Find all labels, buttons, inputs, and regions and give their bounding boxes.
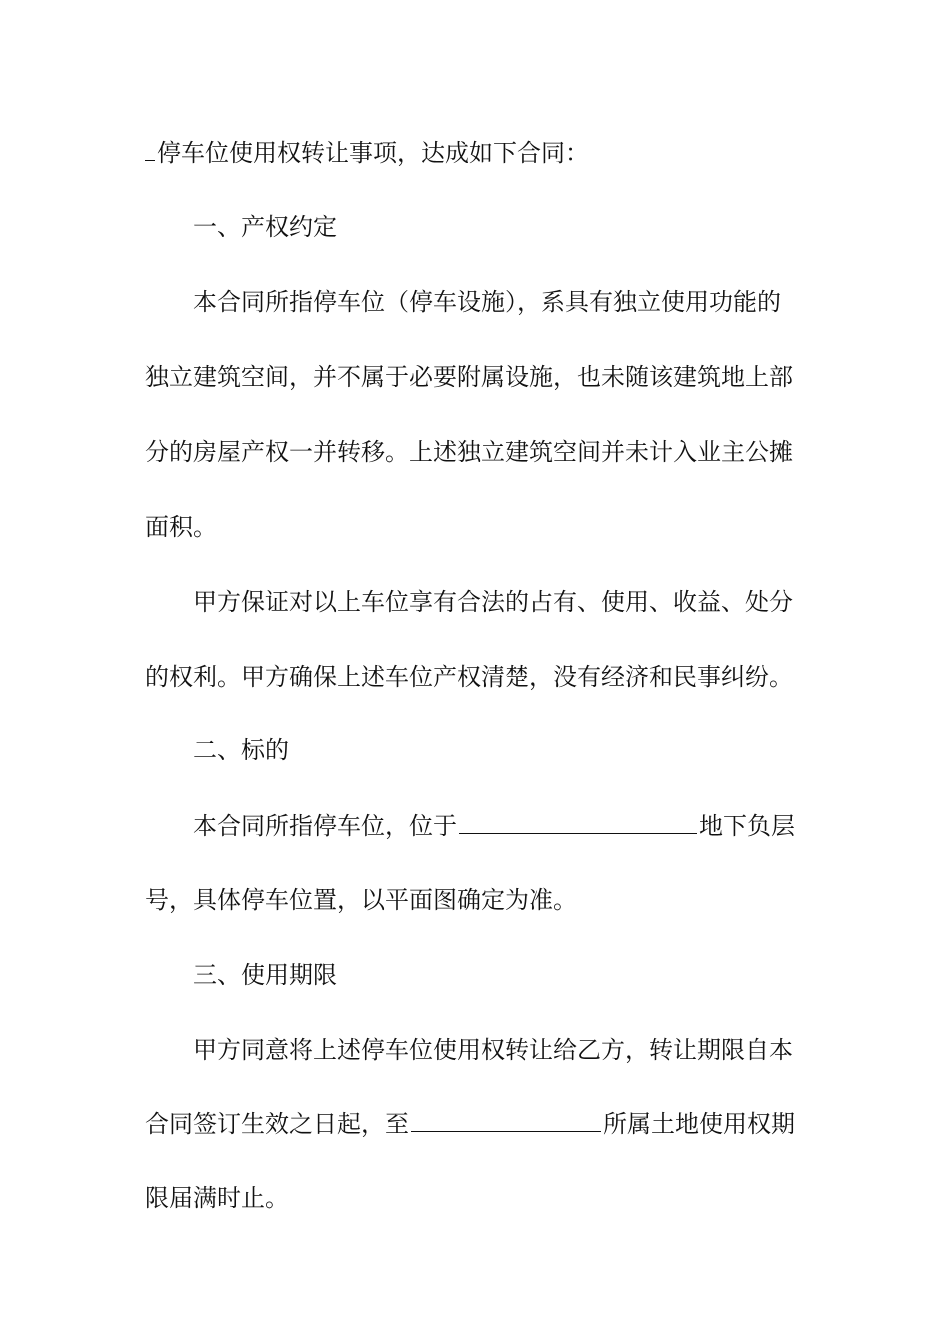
blank-underline <box>145 138 155 161</box>
section-heading-property-rights <box>193 211 893 243</box>
paragraph-line <box>145 661 845 693</box>
paragraph-line <box>145 884 845 916</box>
line-text: 合同签订生效之日起，至 <box>145 1110 409 1138</box>
paragraph-line <box>193 286 893 318</box>
paragraph-line <box>145 1182 845 1214</box>
line-text: 甲方同意将上述停车位使用权转让给乙方，转让期限自本 <box>193 1036 793 1064</box>
line-text: 的权利。甲方确保上述车位产权清楚，没有经济和民事纠纷。 <box>145 663 793 691</box>
paragraph-line <box>193 810 893 842</box>
paragraph-line <box>145 511 845 543</box>
line-text: 号，具体停车位置，以平面图确定为准。 <box>145 886 577 914</box>
line-text: 甲方保证对以上车位享有合法的占有、使用、收益、处分 <box>193 588 793 616</box>
heading-text: 二、标的 <box>193 736 289 764</box>
section-heading-term <box>193 959 893 991</box>
date-blank <box>411 1109 601 1132</box>
paragraph-line <box>193 586 893 618</box>
line-text: 分的房屋产权一并转移。上述独立建筑空间并未计入业主公摊 <box>145 438 793 466</box>
paragraph-line <box>193 1034 893 1066</box>
line-text: 本合同所指停车位（停车设施），系具有独立使用功能的 <box>193 288 781 316</box>
line-text: 地下负层 <box>699 812 795 840</box>
line-text: 停车位使用权转让事项，达成如下合同： <box>157 139 589 167</box>
heading-text: 一、产权约定 <box>193 213 337 241</box>
location-blank <box>459 811 697 834</box>
paragraph-line <box>145 1108 845 1140</box>
line-text: 限届满时止。 <box>145 1184 289 1212</box>
paragraph-line <box>145 137 845 169</box>
line-text: 面积。 <box>145 513 217 541</box>
line-text: 本合同所指停车位，位于 <box>193 812 457 840</box>
section-heading-subject <box>193 734 893 766</box>
line-text: 独立建筑空间，并不属于必要附属设施，也未随该建筑地上部 <box>145 363 793 391</box>
paragraph-line <box>145 361 845 393</box>
paragraph-line <box>145 436 845 468</box>
line-text: 所属土地使用权期 <box>603 1110 795 1138</box>
heading-text: 三、使用期限 <box>193 961 337 989</box>
